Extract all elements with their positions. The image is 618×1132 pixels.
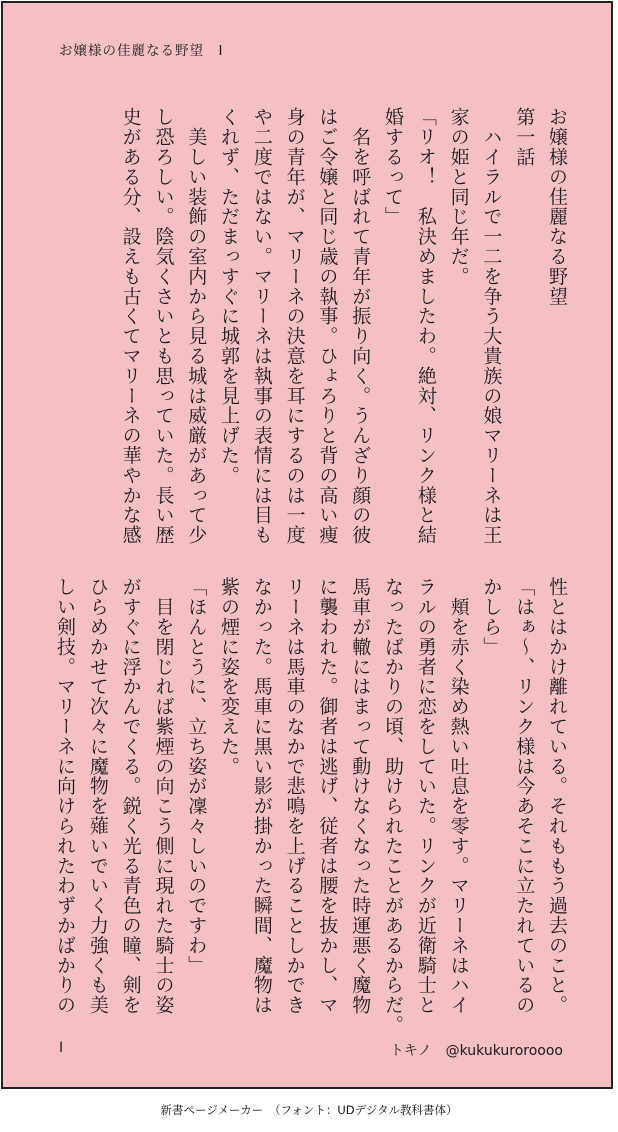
text-line: なかった。馬車に黒い影が掛かった瞬間、魔物は xyxy=(250,577,273,1015)
text-line: 性とはかけ離れている。それももう過去のこと。 xyxy=(546,577,568,1015)
text-line: や二度ではない。マリーネは執事の表情には目も xyxy=(250,107,273,545)
text-line: 家の姫と同じ年だ。 xyxy=(447,107,470,287)
text-line: ハイラルで一二を争う大貴族の娘マリーネは王 xyxy=(480,107,503,545)
text-line: 頬を赤く染め熱い吐息を零す。マリーネはハイ xyxy=(447,577,470,1015)
text-line: ひらめかせて次々に魔物を薙いでいく力強くも美 xyxy=(86,577,109,1015)
text-line: 第一話 xyxy=(513,107,536,167)
generator-caption: 新書ページメーカー （フォント：UDデジタル教科書体） xyxy=(160,1103,458,1117)
text-line: 目を閉じれば紫煙の向こう側に現れた騎士の姿 xyxy=(152,577,175,1015)
text-line: 紫の煙に姿を変えた。 xyxy=(218,577,241,776)
text-line: に襲われた。御者は逃げ、従者は腰を抜かし、マ xyxy=(316,577,339,1015)
text-line: かしら」 xyxy=(480,577,503,657)
text-line: 「はぁ〜、リンク様は今あそこに立たれているの xyxy=(513,577,536,1015)
text-line: 「リオ！ 私決めましたわ。絶対、リンク様と結 xyxy=(414,107,437,545)
text-line: 名を呼ばれて青年が振り向く。うんざり顔の彼 xyxy=(349,107,372,545)
text-line: リーネは馬車のなかで悲鳴を上げることしかでき xyxy=(283,577,306,1015)
text-line: お嬢様の佳麗なる野望 xyxy=(546,107,568,306)
text-line: ラルの勇者に恋をしていた。リンクが近衛騎士と xyxy=(414,577,437,1015)
text-line: 婚するって」 xyxy=(382,107,405,227)
text-line: 身の青年が、マリーネの決意を耳にするのは一度 xyxy=(283,107,306,545)
text-line: しい剣技。マリーネに向けられたわずかばかりの xyxy=(54,577,77,1015)
author-credit: トキノ @kukukuroroooo xyxy=(389,1043,563,1059)
text-line: し恐ろしい。陰気くさいとも思っていた。長い歴 xyxy=(152,107,175,545)
text-line: 美しい装飾の室内から見る城は威厳があって少 xyxy=(185,107,208,545)
text-line: 史がある分、設えも古くてマリーネの華やかな感 xyxy=(119,107,142,545)
text-line: はご令嬢と同じ歳の執事。ひょろりと背の高い痩 xyxy=(316,107,339,545)
text-line: なったばかりの頃、助けられたことがあるからだ。 xyxy=(382,577,405,1035)
page-number: Ⅰ xyxy=(59,1040,64,1056)
text-line: がすぐに浮かんでくる。鋭く光る青色の瞳、剣を xyxy=(119,577,142,1015)
text-line: くれず、ただまっすぐに城郭を見上げた。 xyxy=(218,107,241,486)
text-line: 「ほんとうに、立ち姿が凜々しいのですわ」 xyxy=(185,577,208,975)
text-block-lower xyxy=(53,577,573,1035)
text-block-upper xyxy=(53,107,573,545)
novel-page xyxy=(1,1,613,1089)
text-line: 馬車が轍にはまって動けなくなった時運悪く魔物 xyxy=(349,577,372,1015)
page-header: お嬢様の佳麗なる野望 Ⅰ xyxy=(59,43,224,59)
